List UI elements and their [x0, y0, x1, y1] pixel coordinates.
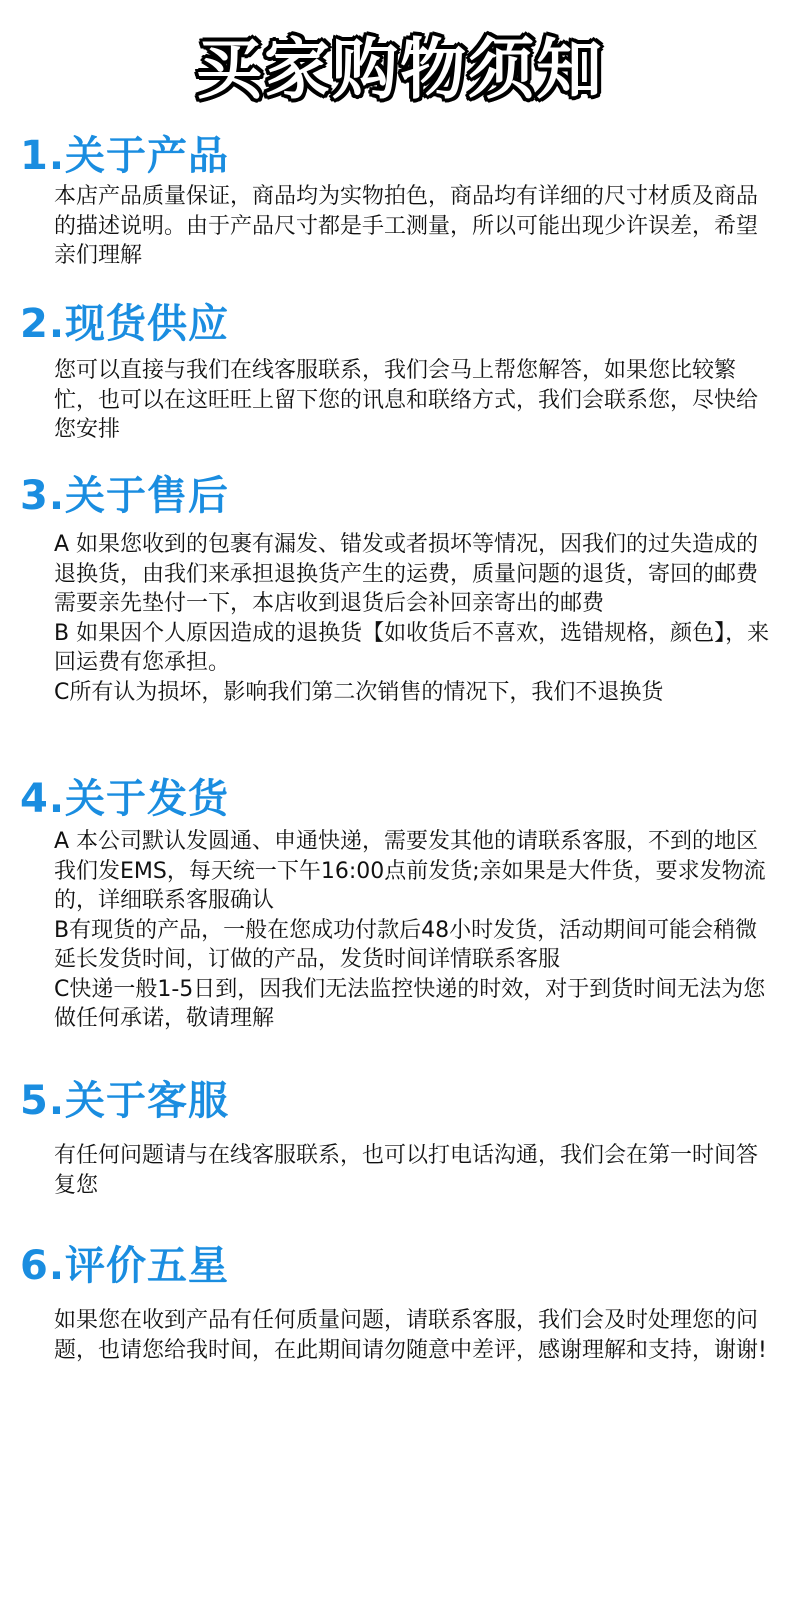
section-five-star-rating: [0, 1240, 800, 1365]
section-heading: 1.关于产品: [20, 133, 230, 179]
section-heading: 4.关于发货: [20, 776, 230, 822]
section-about-products: [0, 130, 800, 271]
section-paragraph: C所有认为损坏，影响我们第二次销售的情况下，我们不退换货: [54, 679, 664, 705]
section-paragraph: 有任何问题请与在线客服联系，也可以打电话沟通，我们会在第一时间答复您: [54, 1143, 759, 1198]
section-paragraph: A 如果您收到的包裹有漏发、错发或者损坏等情况，因我们的过失造成的退换货，由我们来承担退换货产生的运费，质量问题的退货，寄回的邮费需要亲先垫付一下，本店收到退货后会补回亲寄出的邮费: [54, 532, 759, 616]
section-body: [0, 522, 800, 707]
section-body: [0, 182, 800, 271]
section-paragraph: C快递一般1-5日到，因我们无法监控快递的时效，对于到货时间无法为您做任何承诺，敬请理解: [54, 976, 766, 1031]
section-paragraph: B 如果因个人原因造成的退换货【如收货后不喜欢，选错规格，颜色】，来回运费有您承担。: [54, 620, 770, 675]
section-heading: 3.关于售后: [20, 473, 230, 519]
section-heading: 5.关于客服: [20, 1078, 230, 1124]
section-paragraph: B有现货的产品，一般在您成功付款后48小时发货，活动期间可能会稍微延长发货时间，订做的产品，发货时间详情联系客服: [54, 917, 758, 972]
section-customer-service: [0, 1075, 800, 1200]
section-paragraph: 如果您在收到产品有任何质量问题，请联系客服，我们会及时处理您的问题，也请您给我时间，在此期间请勿随意中差评，感谢理解和支持，谢谢!: [54, 1308, 767, 1363]
page-title-container: [0, 30, 800, 110]
page-title: 买家购物须知: [196, 31, 604, 108]
section-body: [0, 1292, 800, 1365]
section-paragraph: 本店产品质量保证，商品均为实物拍色，商品均有详细的尺寸材质及商品的描述说明。由于产品尺寸都是手工测量，所以可能出现少许误差，希望亲们理解: [54, 184, 759, 268]
section-heading: 2.现货供应: [20, 301, 230, 347]
section-paragraph: 您可以直接与我们在线客服联系，我们会马上帮您解答，如果您比较繁忙，也可以在这旺旺上留下您的讯息和联络方式，我们会联系您，尽快给您安排: [54, 358, 759, 442]
section-after-sales: [0, 470, 800, 707]
section-heading: 6.评价五星: [20, 1243, 230, 1289]
section-body: [0, 1127, 800, 1200]
section-shipping: [0, 773, 800, 1034]
section-paragraph: A 本公司默认发圆通、申通快递，需要发其他的请联系客服，不到的地区我们发EMS，每天统一下午16:00点前发货;亲如果是大件货，要求发物流的，详细联系客服确认: [54, 829, 766, 913]
section-body: [0, 350, 800, 445]
section-stock-supply: [0, 298, 800, 445]
section-body: [0, 825, 800, 1034]
